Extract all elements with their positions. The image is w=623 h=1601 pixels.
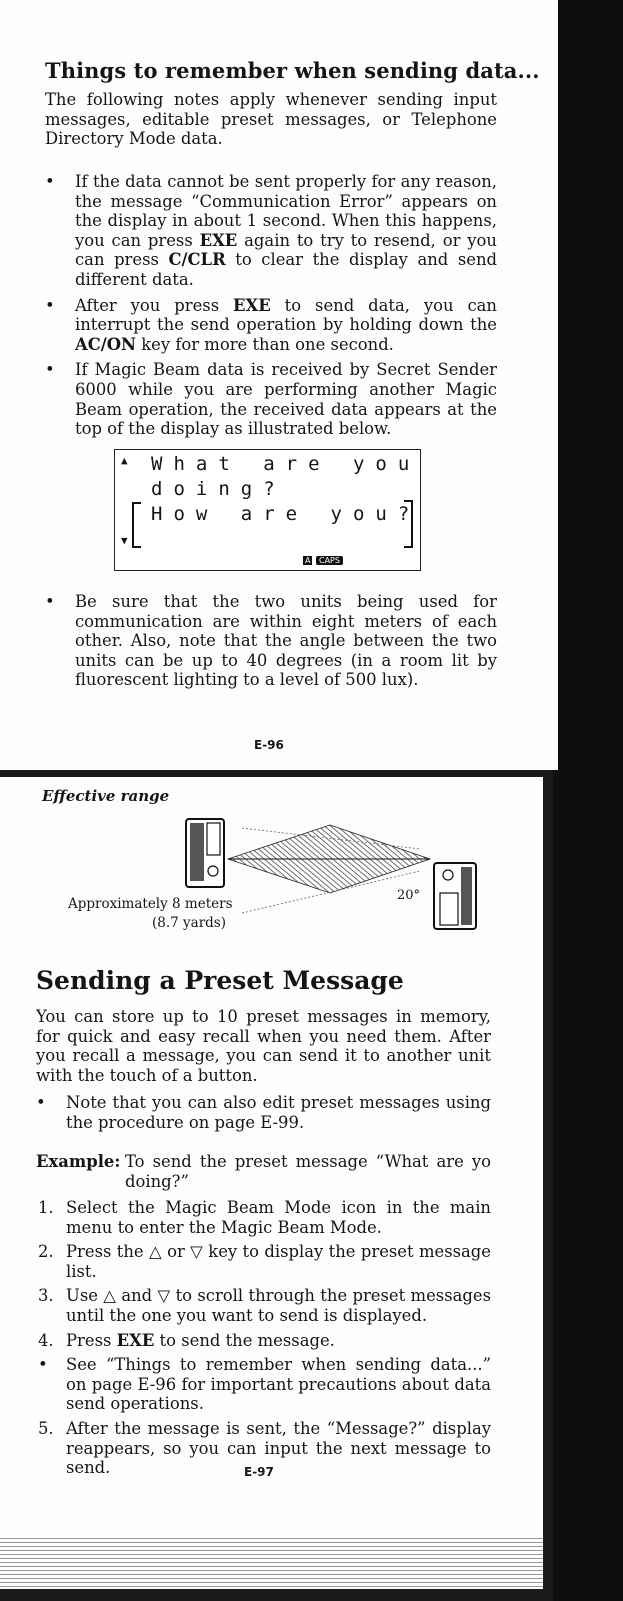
angle-label: 20°: [397, 888, 421, 903]
note-item: • Note that you can also edit preset messages using the procedure on page E-99.: [36, 1093, 491, 1132]
bracket-right-icon: [404, 500, 413, 548]
effective-range-diagram: [180, 815, 500, 933]
note-item: • If the data cannot be sent properly for any reason, the message “Communication Error” appears on the display in about 1 second. When this happens, you can press EXE again to try to resend, or you can press C/CLR to clear the display and send different data.: [45, 172, 497, 290]
step-item: 5. After the message is sent, the “Message?” display reappears, so you can input the next message to send.: [38, 1418, 491, 1478]
mode-a-indicator: A: [305, 556, 311, 565]
section-heading: Things to remember when sending data...: [45, 58, 540, 83]
page-stack-edge: [0, 1535, 543, 1589]
scan-edge-shadow: [553, 0, 623, 1601]
step-note: • See “Things to remember when sending data...” on page E-96 for important precautions about data send operations.: [38, 1355, 491, 1414]
effective-range-heading: Effective range: [42, 787, 170, 805]
example-label: Example:: [36, 1152, 121, 1171]
note-item: • After you press EXE to send data, you can interrupt the send operation by holding down the AC/ON key for more than one second.: [45, 296, 497, 355]
page-number: E-97: [244, 1465, 274, 1479]
lcd-line-1: What are you: [151, 453, 421, 475]
note-item: • If Magic Beam data is received by Secret Sender 6000 while you are performing another Magic Beam operation, the received data appears at the top of the display as illustrated below.: [45, 360, 497, 438]
note-item: • Be sure that the two units being used for communication are within eight meters of each other. Also, note that the angle between the two units can be up to 40 degrees (in a room lit by fluorescent lighting to a level of 500 lux).: [45, 592, 497, 690]
lcd-line-2: doing?: [151, 478, 286, 500]
scroll-up-icon: ▲: [121, 454, 128, 467]
lcd-line-3: How are you?: [151, 503, 421, 525]
notes-list: [45, 172, 497, 445]
receiver-device-icon: [434, 863, 476, 929]
step-item: 4. Press EXE to send the message.: [38, 1330, 335, 1350]
sender-device-icon: [186, 819, 224, 887]
intro-paragraph: You can store up to 10 preset messages in memory, for quick and easy recall when you need them. After you recall a message, you can send it to another unit with the touch of a button.: [36, 1007, 491, 1085]
example-block: [36, 1152, 496, 1191]
notes-list-2: [45, 592, 497, 696]
scroll-down-icon: ▼: [121, 534, 128, 547]
page-number: E-96: [254, 738, 284, 752]
bracket-left-icon: [132, 502, 141, 548]
example-text: To send the preset message “What are yo doing?”: [125, 1152, 491, 1191]
page-title: Sending a Preset Message: [36, 966, 404, 995]
intro-paragraph: The following notes apply whenever sending input messages, editable preset messages, or Telephone Directory Mode data.: [45, 90, 497, 149]
range-label-meters: Approximately 8 meters: [68, 896, 233, 912]
manual-page-e96: [0, 0, 558, 770]
caps-indicator: CAPS: [316, 556, 343, 565]
note-list: [36, 1093, 491, 1138]
manual-page-e97: [0, 777, 543, 1589]
step-item: 3. Use △ and ▽ to scroll through the preset messages until the one you want to send is displayed.: [38, 1286, 491, 1325]
step-item: 1. Select the Magic Beam Mode icon in the main menu to enter the Magic Beam Mode.: [38, 1198, 491, 1237]
lcd-display-illustration: [114, 449, 421, 571]
steps-list: [36, 1198, 491, 1483]
step-item: 2. Press the △ or ▽ key to display the preset message list.: [38, 1242, 491, 1281]
range-label-yards: (8.7 yards): [152, 915, 226, 931]
